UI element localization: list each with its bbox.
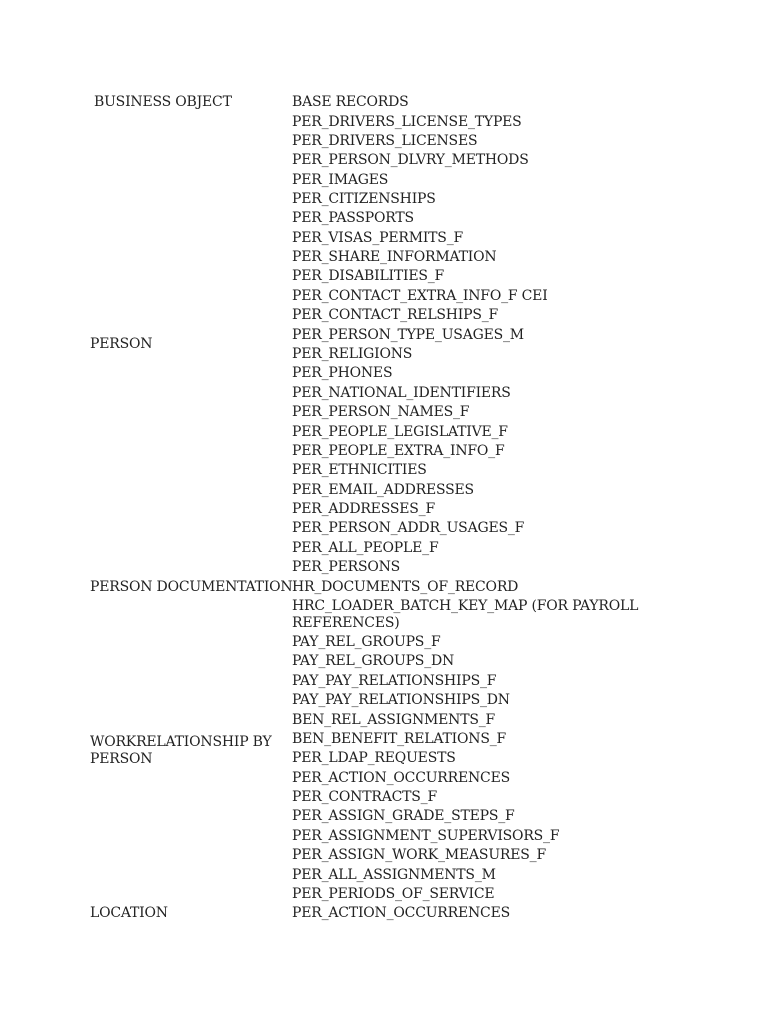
base-record: PAY_PAY_RELATIONSHIPS_F [292, 673, 497, 689]
base-record: REFERENCES) [292, 615, 400, 631]
base-record: PER_PEOPLE_LEGISLATIVE_F [292, 424, 508, 440]
base-record: PER_CITIZENSHIPS [292, 191, 436, 207]
base-record: BEN_BENEFIT_RELATIONS_F [292, 731, 507, 747]
business-object-workrelationship-line1: WORKRELATIONSHIP BY [90, 734, 272, 750]
base-record: PER_PEOPLE_EXTRA_INFO_F [292, 443, 505, 459]
base-record: PER_DRIVERS_LICENSE_TYPES [292, 114, 522, 130]
base-record: PER_DRIVERS_LICENSES [292, 133, 478, 149]
base-record: PER_PERSON_ADDR_USAGES_F [292, 520, 525, 536]
base-record: PER_ALL_ASSIGNMENTS_M [292, 867, 496, 883]
header-business-object: BUSINESS OBJECT [94, 94, 232, 110]
base-record: PAY_REL_GROUPS_F [292, 634, 441, 650]
base-record: PER_CONTRACTS_F [292, 789, 437, 805]
base-record: PER_ASSIGNMENT_SUPERVISORS_F [292, 828, 560, 844]
base-record: PAY_REL_GROUPS_DN [292, 653, 455, 669]
base-record: PER_CONTACT_EXTRA_INFO_F CEI [292, 288, 548, 304]
base-record: PER_DISABILITIES_F [292, 268, 445, 284]
base-record: PAY_PAY_RELATIONSHIPS_DN [292, 692, 510, 708]
base-record: PER_IMAGES [292, 172, 389, 188]
business-object-workrelationship-line2: PERSON [90, 751, 153, 767]
base-record: PER_CONTACT_RELSHIPS_F [292, 307, 499, 323]
base-record: PER_ADDRESSES_F [292, 501, 435, 517]
base-record: PER_RELIGIONS [292, 346, 413, 362]
base-record: BEN_REL_ASSIGNMENTS_F [292, 712, 496, 728]
business-object-person: PERSON [90, 336, 153, 352]
base-record: PER_SHARE_INFORMATION [292, 249, 497, 265]
base-record: PER_PERSON_NAMES_F [292, 404, 470, 420]
business-object-location: LOCATION [90, 905, 168, 921]
base-record: PER_ACTION_OCCURRENCES [292, 905, 510, 921]
base-record: PER_NATIONAL_IDENTIFIERS [292, 385, 511, 401]
base-record: PER_PERIODS_OF_SERVICE [292, 886, 495, 902]
base-record: PER_EMAIL_ADDRESSES [292, 482, 474, 498]
base-record: PER_ETHNICITIES [292, 462, 427, 478]
base-record: HRC_LOADER_BATCH_KEY_MAP (FOR PAYROLL [292, 598, 639, 614]
base-record: PER_ASSIGN_WORK_MEASURES_F [292, 847, 546, 863]
base-record: PER_VISAS_PERMITS_F [292, 230, 464, 246]
base-record: PER_PHONES [292, 365, 393, 381]
base-record: PER_PERSON_DLVRY_METHODS [292, 152, 529, 168]
base-record: PER_ACTION_OCCURRENCES [292, 770, 510, 786]
base-record: PER_ASSIGN_GRADE_STEPS_F [292, 808, 515, 824]
header-base-records: BASE RECORDS [292, 94, 409, 110]
base-record: PER_PASSPORTS [292, 210, 414, 226]
business-object-person-documentation: PERSON DOCUMENTATION [90, 579, 293, 595]
base-record: HR_DOCUMENTS_OF_RECORD [292, 579, 519, 595]
base-record: PER_ALL_PEOPLE_F [292, 540, 439, 556]
base-record: PER_PERSONS [292, 559, 401, 575]
base-record: PER_LDAP_REQUESTS [292, 750, 456, 766]
base-record: PER_PERSON_TYPE_USAGES_M [292, 327, 524, 343]
